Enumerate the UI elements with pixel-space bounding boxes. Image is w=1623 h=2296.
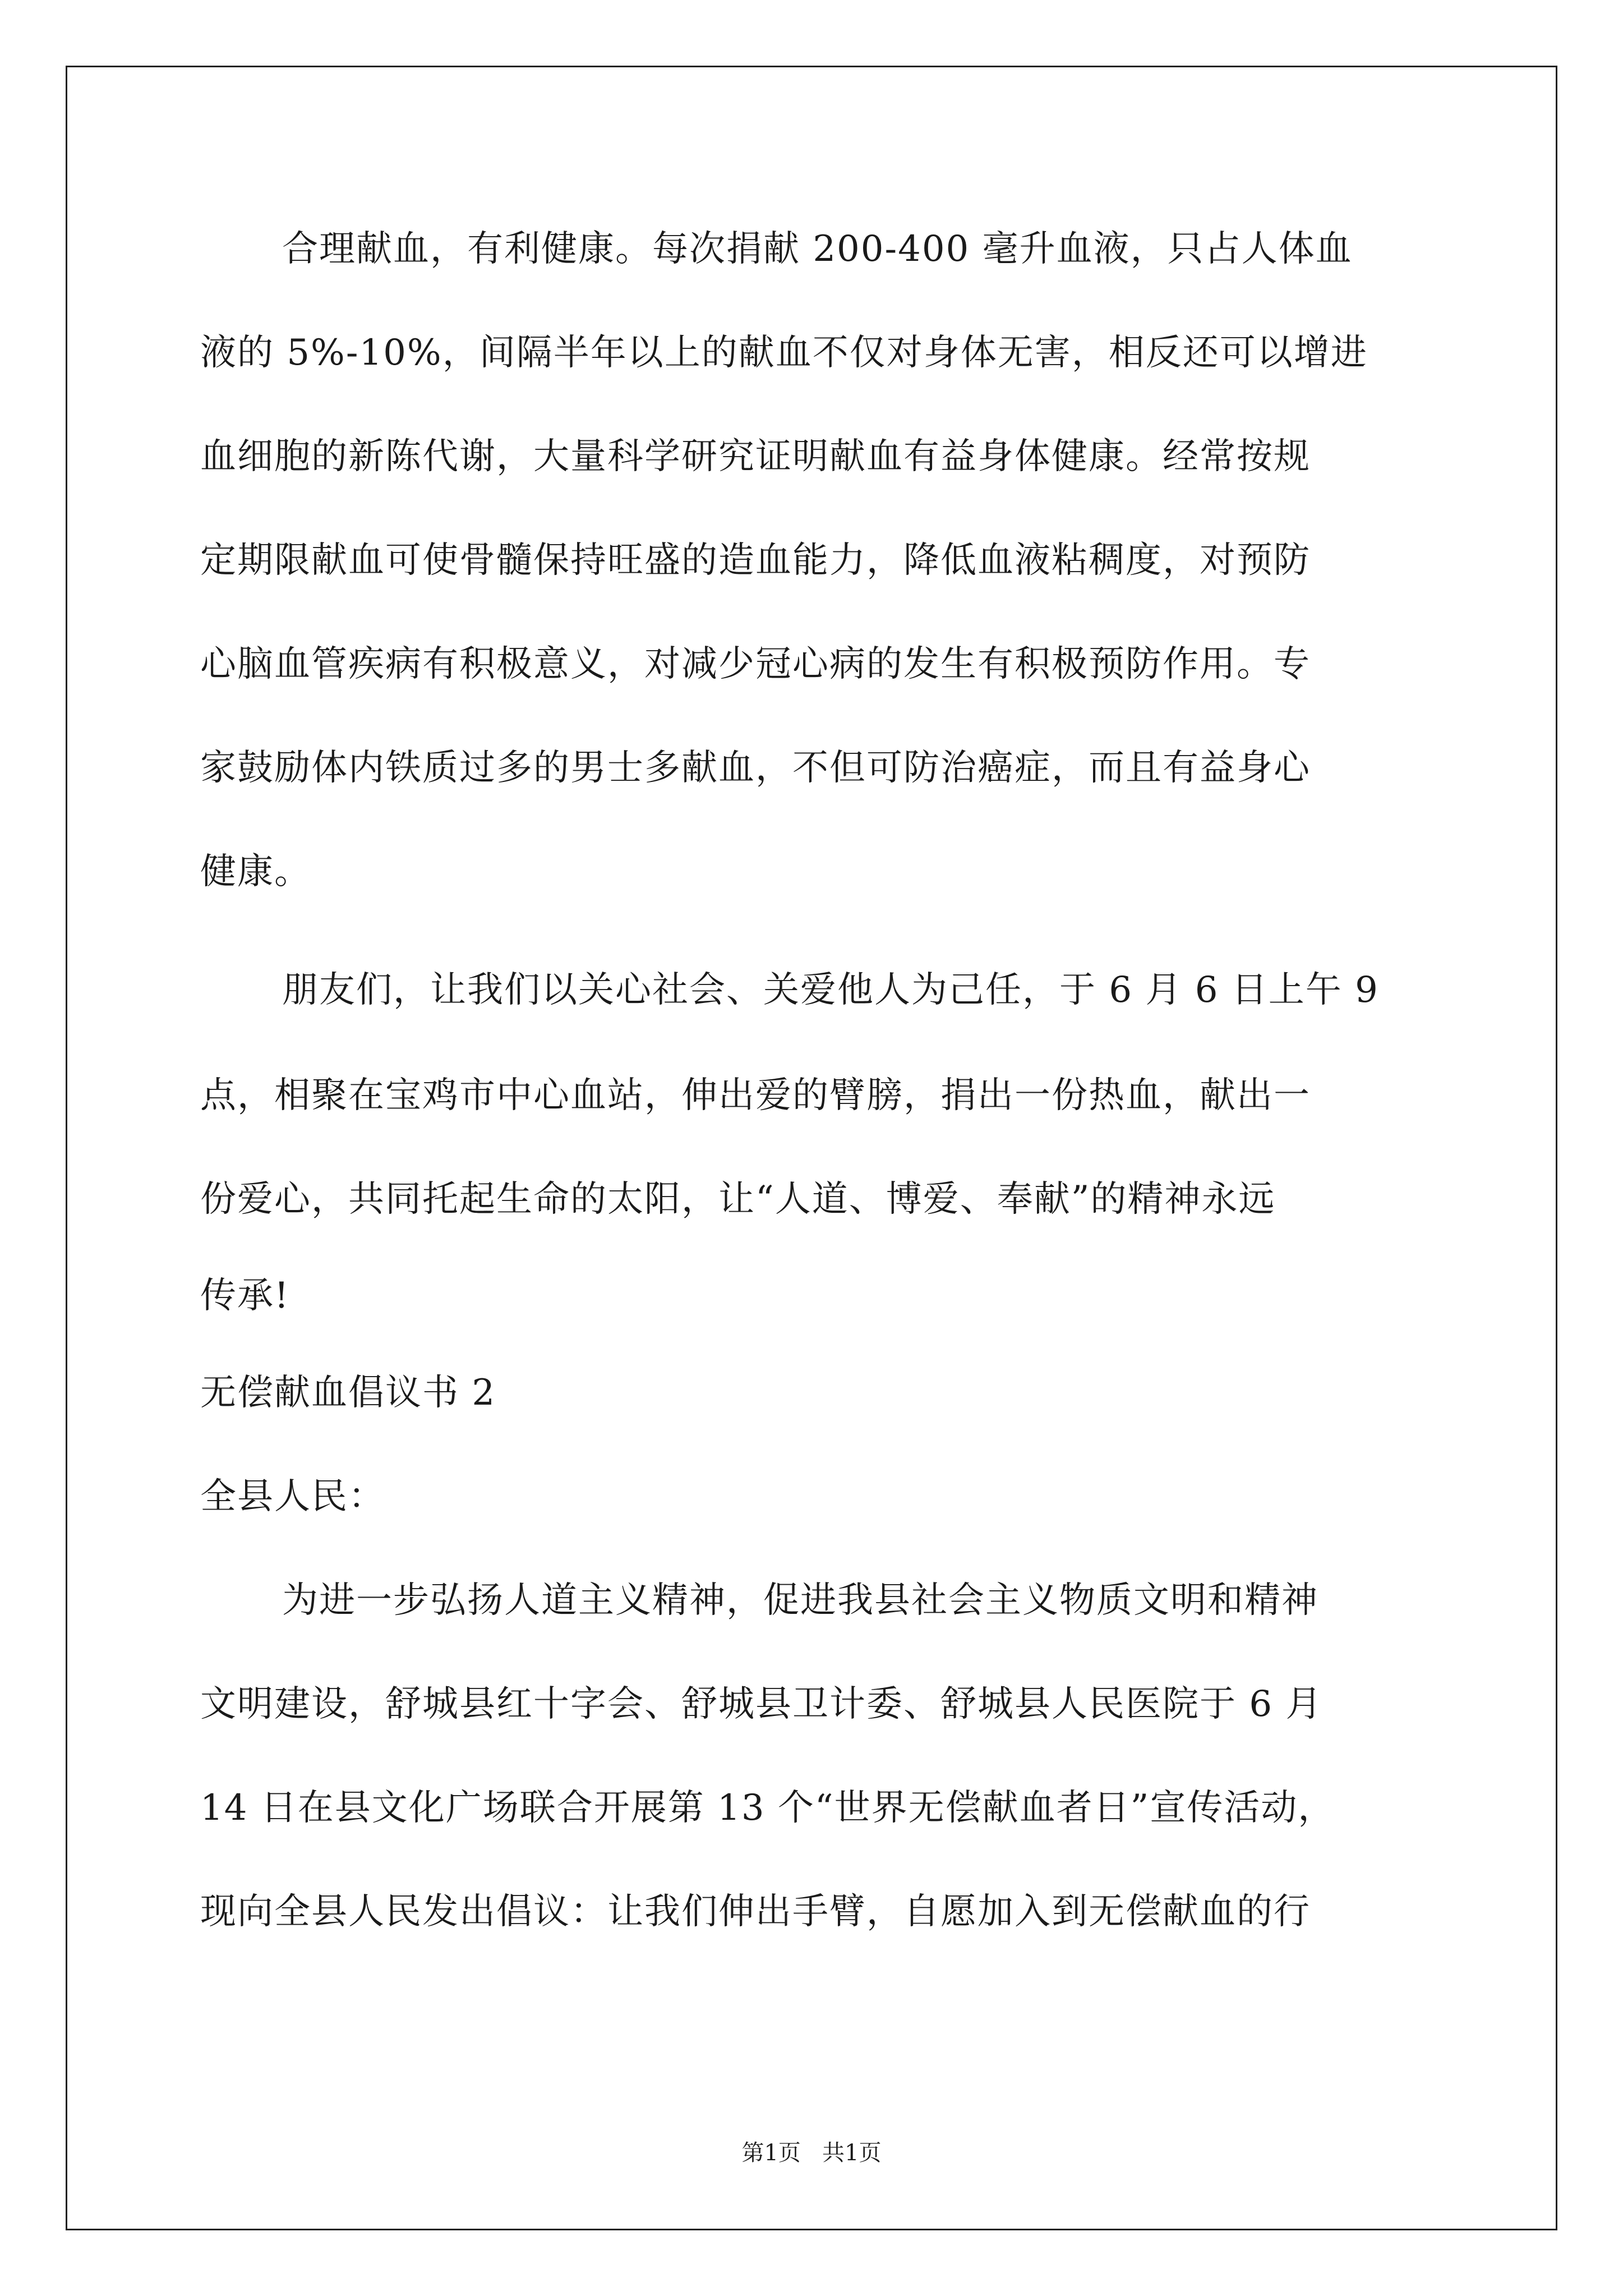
page-footer: 第1页 共1页 xyxy=(741,2140,882,2166)
text-line: 份爱心，共同托起生命的太阳，让“人道、博爱、奉献”的精神永远 xyxy=(200,1179,1276,1220)
text-line: 定期限献血可使骨髓保持旺盛的造血能力，降低血液粘稠度，对预防 xyxy=(200,540,1311,581)
text-line: 合理献血，有利健康。每次捐献 200-400 毫升血液，只占人体血 xyxy=(282,228,1353,270)
section-heading: 无偿献血倡议书 2 xyxy=(200,1372,496,1414)
text-line: 健康。 xyxy=(200,851,311,892)
text-line: 朋友们，让我们以关心社会、关爱他人为己任，于 6 月 6 日上午 9 xyxy=(282,969,1379,1011)
text-line: 血细胞的新陈代谢，大量科学研究证明献血有益身体健康。经常按规 xyxy=(200,436,1311,477)
text-line: 液的 5%-10%，间隔半年以上的献血不仅对身体无害，相反还可以增进 xyxy=(200,332,1368,374)
text-line: 心脑血管疾病有积极意义，对减少冠心病的发生有积极预防作用。专 xyxy=(200,643,1311,685)
text-line: 点，相聚在宝鸡市中心血站，伸出爱的臂膀，捐出一份热血，献出一 xyxy=(200,1075,1311,1116)
text-line: 14 日在县文化广场联合开展第 13 个“世界无偿献血者日”宣传活动， xyxy=(200,1787,1335,1829)
text-line: 现向全县人民发出倡议：让我们伸出手臂，自愿加入到无偿献血的行 xyxy=(200,1891,1311,1932)
salutation: 全县人民： xyxy=(200,1476,385,1517)
text-line: 文明建设，舒城县红十字会、舒城县卫计委、舒城县人民医院于 6 月 xyxy=(200,1683,1323,1725)
text-line: 家鼓励体内铁质过多的男士多献血，不但可防治癌症，而且有益身心 xyxy=(200,747,1311,789)
text-line: 为进一步弘扬人道主义精神，促进我县社会主义物质文明和精神 xyxy=(282,1580,1318,1621)
text-line: 传承! xyxy=(200,1275,290,1317)
